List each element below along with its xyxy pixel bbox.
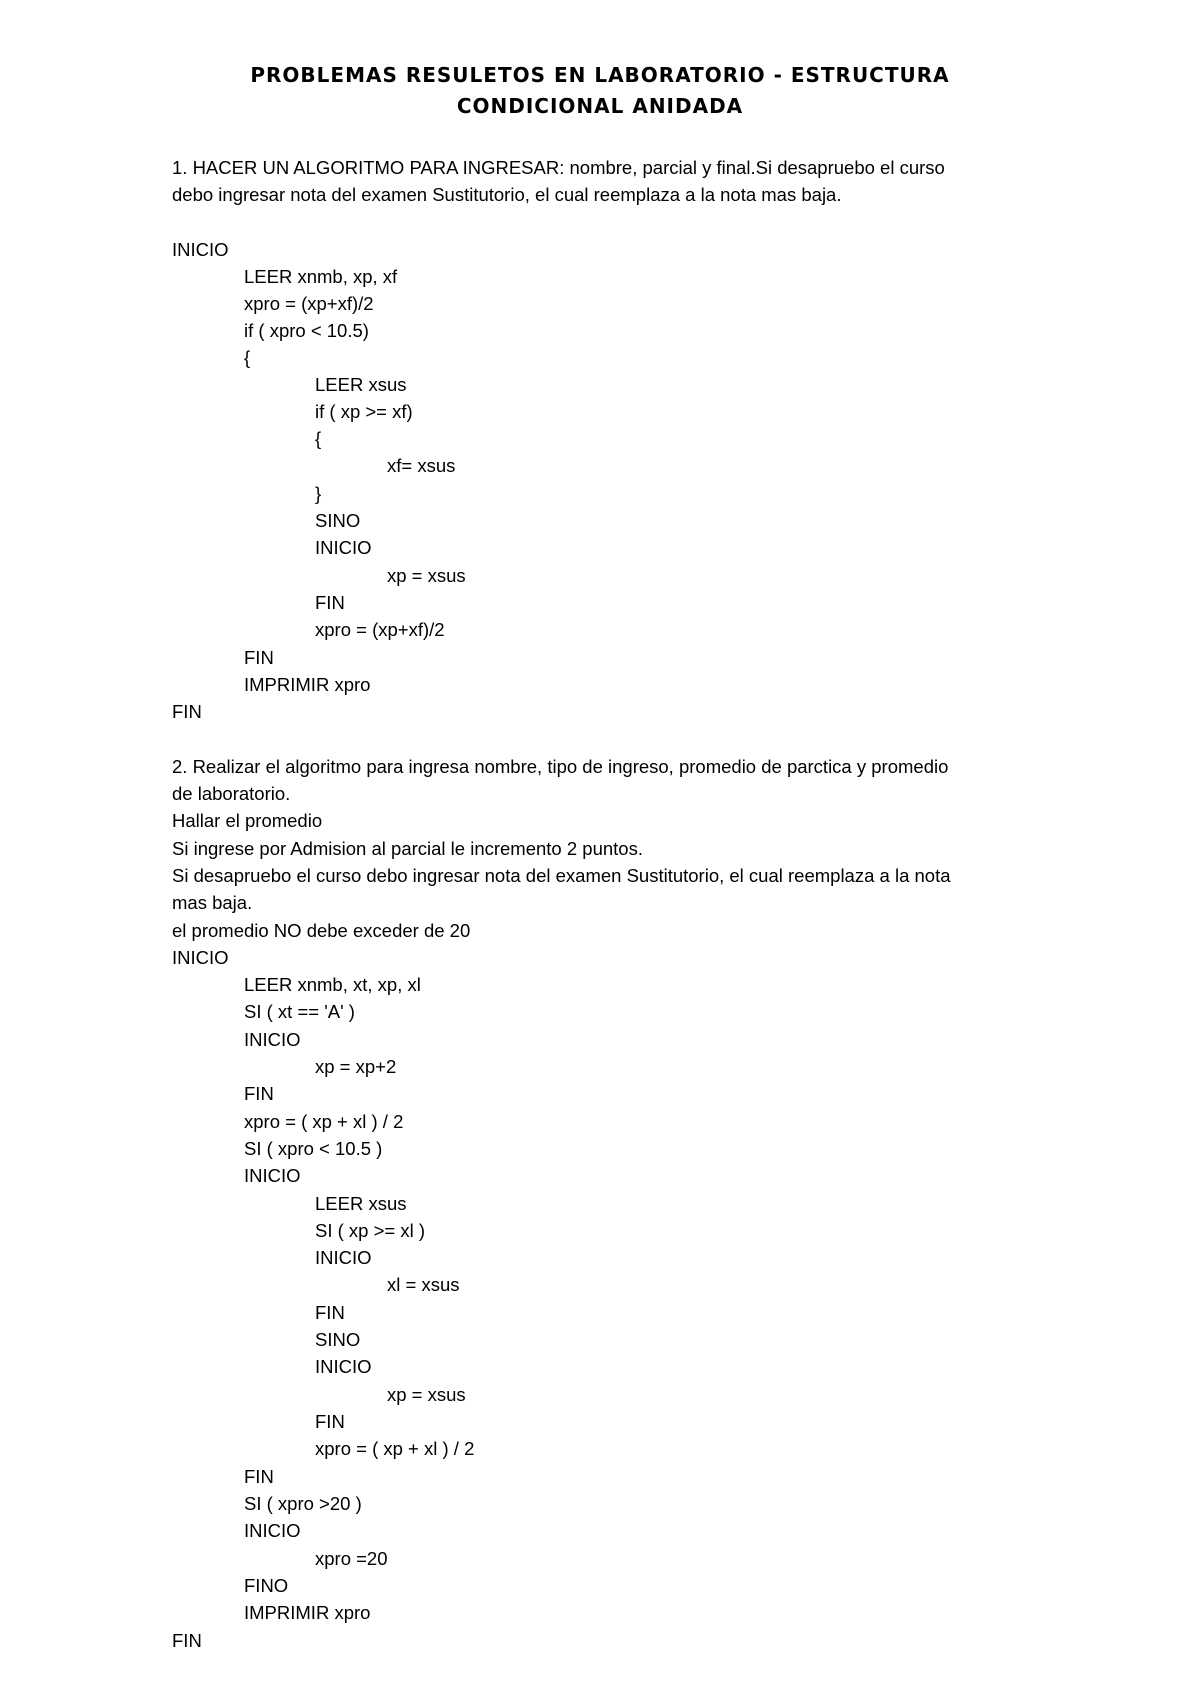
problem2-code-line: INICIO <box>244 1165 301 1186</box>
problem1-code-line: INICIO <box>172 239 229 260</box>
problem2-code-line: SI ( xp >= xl ) <box>315 1220 426 1241</box>
problem1-code-line: if ( xp >= xf) <box>315 401 413 422</box>
problem1-code-line: FIN <box>244 647 274 668</box>
problem2-code-line: xp = xp+2 <box>315 1056 397 1077</box>
problem2-statement-line: 2. Realizar el algoritmo para ingresa nombre, tipo de ingreso, promedio de parctica y promedio <box>172 756 949 777</box>
document-title-line-2: CONDICIONAL ANIDADA <box>456 94 744 118</box>
problem2-code-line: SI ( xt == 'A' ) <box>244 1001 355 1022</box>
problem1-statement-line: debo ingresar nota del examen Sustitutorio, el cual reemplaza a la nota mas baja. <box>172 184 842 205</box>
problem1-code-line: IMPRIMIR xpro <box>244 674 371 695</box>
problem2-code-line: LEER xnmb, xt, xp, xl <box>244 974 421 995</box>
problem1-statement-line: 1. HACER UN ALGORITMO PARA INGRESAR: nombre, parcial y final.Si desapruebo el curso <box>172 157 945 178</box>
problem2-code-line: FIN <box>315 1411 345 1432</box>
problem1-code-line: xp = xsus <box>387 565 466 586</box>
problem1-code-line: if ( xpro < 10.5) <box>244 320 369 341</box>
problem2-statement-line: Si ingrese por Admision al parcial le incremento 2 puntos. <box>172 838 643 859</box>
problem2-code-line: INICIO <box>172 947 229 968</box>
problem2-statement-line: de laboratorio. <box>172 783 291 804</box>
problem2-code-line: SI ( xpro >20 ) <box>244 1493 362 1514</box>
problem1-code-line: xf= xsus <box>387 455 456 476</box>
problem2-code-line: SINO <box>315 1329 361 1350</box>
problem2-code-line: LEER xsus <box>315 1193 407 1214</box>
problem2-code-line: xl = xsus <box>387 1274 460 1295</box>
problem1-code-line: xpro = (xp+xf)/2 <box>244 293 374 314</box>
problem1-code-line: { <box>244 347 251 368</box>
problem2-code-line: xpro =20 <box>315 1548 388 1569</box>
problem2-code-line: SI ( xpro < 10.5 ) <box>244 1138 383 1159</box>
problem2-statement-line: mas baja. <box>172 892 253 913</box>
problem2-code-line: INICIO <box>315 1356 372 1377</box>
problem1-code-line: { <box>315 428 322 449</box>
problem1-code-line: LEER xsus <box>315 374 407 395</box>
problem1-code-line: LEER xnmb, xp, xf <box>244 266 398 287</box>
problem1-code-line: } <box>315 483 322 504</box>
problem1-code-line: SINO <box>315 510 361 531</box>
problem2-code-line: FINO <box>244 1575 289 1596</box>
problem2-code-line: INICIO <box>315 1247 372 1268</box>
problem2-statement-line: Si desapruebo el curso debo ingresar nota del examen Sustitutorio, el cual reemplaza a la nota <box>172 865 951 886</box>
problem1-code-line: xpro = (xp+xf)/2 <box>315 619 445 640</box>
problem1-code-line: FIN <box>172 701 202 722</box>
problem2-code-line: xpro = ( xp + xl ) / 2 <box>315 1438 475 1459</box>
problem2-code-line: FIN <box>244 1083 274 1104</box>
problem2-code-line: INICIO <box>244 1520 301 1541</box>
problem2-code-line: xp = xsus <box>387 1384 466 1405</box>
problem1-code-line: INICIO <box>315 537 372 558</box>
problem2-statement-line: el promedio NO debe exceder de 20 <box>172 920 471 941</box>
problem2-code-line: FIN <box>244 1466 274 1487</box>
problem2-code-line: FIN <box>172 1630 202 1651</box>
problem1-code-line: FIN <box>315 592 345 613</box>
problem2-code-line: INICIO <box>244 1029 301 1050</box>
problem2-statement-line: Hallar el promedio <box>172 810 323 831</box>
problem2-code-line: xpro = ( xp + xl ) / 2 <box>244 1111 404 1132</box>
document-title-line-1: PROBLEMAS RESULETOS EN LABORATORIO - ESTRUCTURA <box>250 63 950 87</box>
problem2-code-line: FIN <box>315 1302 345 1323</box>
problem2-code-line: IMPRIMIR xpro <box>244 1602 371 1623</box>
